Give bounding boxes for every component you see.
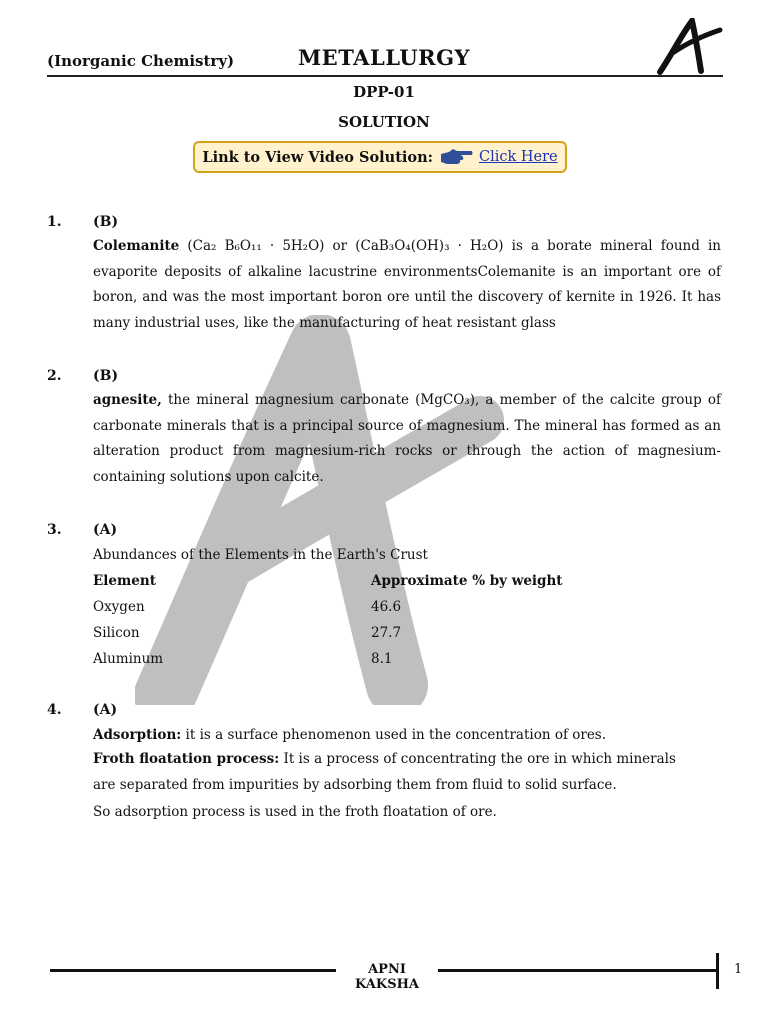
question-number: 3.: [47, 522, 62, 538]
table-cell-weight: 8.1: [371, 651, 393, 667]
explanation-text: it is a surface phenomenon used in the concentration of ores.: [185, 727, 607, 743]
chemical-formula: (Ca₂ B₆O₁₁ · 5H₂O) or (CaB₃O₄(OH)₃ · H₂O): [187, 238, 504, 254]
brand-logo-icon: [652, 18, 724, 76]
watermark-logo-icon: [135, 315, 515, 705]
footer-brand: APNI KAKSHA: [355, 962, 419, 992]
table-header-element: Element: [93, 573, 156, 589]
answer-explanation: [93, 747, 693, 798]
table-cell-element: Aluminum: [93, 651, 164, 667]
pointing-hand-icon: [439, 148, 473, 166]
footer-rule-right: [438, 969, 718, 972]
page-title: METALLURGY: [297, 45, 471, 70]
dpp-label: DPP-01: [353, 83, 415, 101]
question-number: 1.: [47, 214, 62, 230]
term: Adsorption:: [93, 727, 182, 743]
video-solution-label: Link to View Video Solution:: [202, 148, 433, 166]
table-cell-weight: 46.6: [371, 599, 402, 615]
explanation-text: the mineral magnesium carbonate: [168, 392, 410, 408]
answer-option: (A): [93, 702, 118, 718]
term: agnesite,: [93, 392, 162, 408]
answer-explanation: [93, 388, 721, 491]
table-cell-weight: 27.7: [371, 625, 402, 641]
explanation-text: It is a process of concentrating the ore in which minerals are separated from impurities by adsorbing them from fluid to solid surface.: [93, 751, 676, 793]
question-number: 2.: [47, 368, 62, 384]
table-cell-element: Silicon: [93, 625, 140, 641]
conclusion-text: So adsorption process is used in the froth floatation of ore.: [93, 804, 497, 820]
page-number: 1: [734, 962, 743, 977]
table-header-weight: Approximate % by weight: [371, 573, 563, 589]
term: Colemanite: [93, 238, 180, 254]
answer-option: (A): [93, 522, 118, 538]
chemical-formula: (MgCO₃),: [415, 392, 480, 408]
answer-option: (B): [93, 368, 119, 384]
explanation-text: is a borate mineral found in evaporite deposits of alkaline lacustrine environmentsColemanite is an important ore of boron, and was the most important boron ore until the discovery of kernite in 1926. It has many industrial uses, like the manufacturing of heat resistant glass: [93, 238, 722, 332]
term: Froth floatation process:: [93, 751, 280, 767]
answer-explanation: [93, 234, 721, 337]
answer-line: [93, 727, 606, 743]
subject-label: (Inorganic Chemistry): [47, 52, 235, 70]
explanation-text: a member of the calcite group of carbonate minerals that is a principal source of magnesium. The mineral has formed as an alteration product from magnesium-rich rocks or through the action of magnesium-containing solutions upon calcite.: [93, 392, 722, 486]
table-title: Abundances of the Elements in the Earth's Crust: [93, 547, 428, 563]
table-cell-element: Oxygen: [93, 599, 145, 615]
question-number: 4.: [47, 702, 62, 718]
footer-divider: [716, 953, 719, 989]
solution-heading: SOLUTION: [338, 113, 430, 131]
video-solution-box: [193, 141, 567, 173]
answer-option: (B): [93, 214, 119, 230]
header-rule: [47, 75, 723, 77]
click-here-link[interactable]: Click Here: [478, 149, 558, 165]
footer-rule-left: [50, 969, 336, 972]
